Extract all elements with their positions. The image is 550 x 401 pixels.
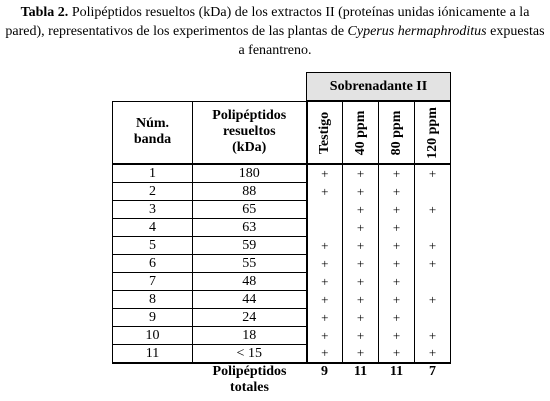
total-count: 7: [429, 364, 436, 379]
presence-mark: +: [343, 291, 379, 309]
header-treatment-120ppm: [415, 101, 451, 164]
presence-mark: +: [343, 237, 379, 255]
header-treatment-40ppm: [343, 101, 379, 164]
presence-mark: +: [343, 183, 379, 201]
table-row: [113, 327, 451, 345]
presence-mark: +: [379, 219, 415, 237]
table-row: [113, 237, 451, 255]
header-poly-line2: resueltos: [222, 124, 276, 140]
header-treatment-testigo: [307, 101, 343, 164]
presence-mark: +: [307, 255, 343, 273]
band-number: 4: [113, 219, 193, 237]
presence-mark: +: [307, 164, 343, 183]
table-row: [113, 164, 451, 183]
presence-mark: +: [343, 255, 379, 273]
presence-mark: +: [415, 327, 451, 345]
band-number: 5: [113, 237, 193, 255]
band-number: 10: [113, 327, 193, 345]
presence-mark: +: [307, 291, 343, 309]
presence-mark: +: [415, 291, 451, 309]
band-number: 8: [113, 291, 193, 309]
presence-mark: +: [343, 164, 379, 183]
presence-mark: [415, 309, 451, 327]
presence-mark: +: [379, 273, 415, 291]
caption-text-after: expuestas a fenantreno.: [238, 24, 545, 58]
table-row: [113, 309, 451, 327]
polypeptide-kda: 59: [193, 237, 307, 255]
column-header-row: [113, 101, 451, 164]
presence-mark: +: [307, 273, 343, 291]
presence-mark: +: [307, 237, 343, 255]
presence-mark: +: [379, 237, 415, 255]
presence-mark: +: [343, 309, 379, 327]
band-number: 11: [113, 345, 193, 364]
table-row: [113, 291, 451, 309]
caption-text-before: Polipéptidos resueltos (kDa) de los extractos II (proteínas unidas iónicamente a la pared), representativos de los experimentos de las plantas de: [5, 5, 530, 39]
presence-mark: +: [415, 345, 451, 364]
group-header-row: [113, 73, 451, 102]
table-row: [113, 183, 451, 201]
header-band-line2: banda: [133, 132, 172, 148]
polypeptide-kda: 18: [193, 327, 307, 345]
polypeptide-kda: 24: [193, 309, 307, 327]
presence-mark: +: [415, 201, 451, 219]
polypeptide-kda: 180: [193, 164, 307, 183]
band-number: 2: [113, 183, 193, 201]
total-count: 11: [353, 364, 368, 379]
polypeptide-kda: 63: [193, 219, 307, 237]
presence-mark: +: [379, 291, 415, 309]
polypeptide-table: [112, 72, 451, 396]
presence-mark: +: [379, 345, 415, 364]
band-number: 9: [113, 309, 193, 327]
presence-mark: +: [415, 164, 451, 183]
header-band: [113, 101, 193, 164]
polypeptide-kda: < 15: [193, 345, 307, 364]
table-row: [113, 201, 451, 219]
presence-mark: +: [343, 345, 379, 364]
presence-mark: +: [343, 201, 379, 219]
header-poly-line3: (kDa): [232, 140, 267, 156]
presence-mark: +: [379, 183, 415, 201]
polypeptide-kda: 48: [193, 273, 307, 291]
header-treatment-label: Testigo: [316, 111, 332, 154]
table-row: [113, 273, 451, 291]
polypeptide-kda: 65: [193, 201, 307, 219]
band-number: 1: [113, 164, 193, 183]
presence-mark: [415, 183, 451, 201]
table-row: [113, 255, 451, 273]
caption-label: Tabla 2.: [20, 5, 69, 20]
table-caption: [4, 3, 546, 60]
band-number: 7: [113, 273, 193, 291]
presence-mark: +: [415, 255, 451, 273]
presence-mark: +: [307, 309, 343, 327]
total-count: 9: [321, 364, 328, 379]
header-treatment-label: 40 ppm: [352, 110, 368, 155]
table-row: [113, 345, 451, 364]
presence-mark: [415, 219, 451, 237]
polypeptide-kda: 55: [193, 255, 307, 273]
presence-mark: [415, 273, 451, 291]
presence-mark: +: [307, 345, 343, 364]
presence-mark: [307, 201, 343, 219]
totals-label: [193, 363, 307, 396]
presence-mark: +: [379, 201, 415, 219]
presence-mark: +: [343, 273, 379, 291]
polypeptide-kda: 88: [193, 183, 307, 201]
header-treatment-80ppm: [379, 101, 415, 164]
totals-label-line2: totales: [230, 380, 269, 395]
header-treatment-label: 80 ppm: [388, 110, 404, 155]
presence-mark: +: [415, 237, 451, 255]
total-count: 11: [389, 364, 404, 379]
totals-label-line1: Polipéptidos: [212, 364, 287, 379]
header-band-line1: Núm.: [135, 116, 170, 132]
header-poly-line1: Polipéptidos: [212, 108, 287, 124]
group-header-sobrenadante: Sobrenadante II: [307, 73, 451, 102]
caption-species: Cyperus hermaphroditus: [347, 24, 487, 39]
header-treatment-label: 120 ppm: [424, 106, 440, 159]
presence-mark: +: [307, 183, 343, 201]
presence-mark: +: [379, 164, 415, 183]
presence-mark: +: [379, 255, 415, 273]
presence-mark: [307, 219, 343, 237]
presence-mark: +: [343, 327, 379, 345]
totals-spacer: [113, 363, 193, 396]
polypeptide-kda: 44: [193, 291, 307, 309]
band-number: 3: [113, 201, 193, 219]
presence-mark: +: [343, 219, 379, 237]
presence-mark: +: [307, 327, 343, 345]
header-polypeptides: [193, 101, 307, 164]
presence-mark: +: [379, 309, 415, 327]
band-number: 6: [113, 255, 193, 273]
presence-mark: +: [379, 327, 415, 345]
table-row: [113, 219, 451, 237]
totals-row: [113, 363, 451, 396]
